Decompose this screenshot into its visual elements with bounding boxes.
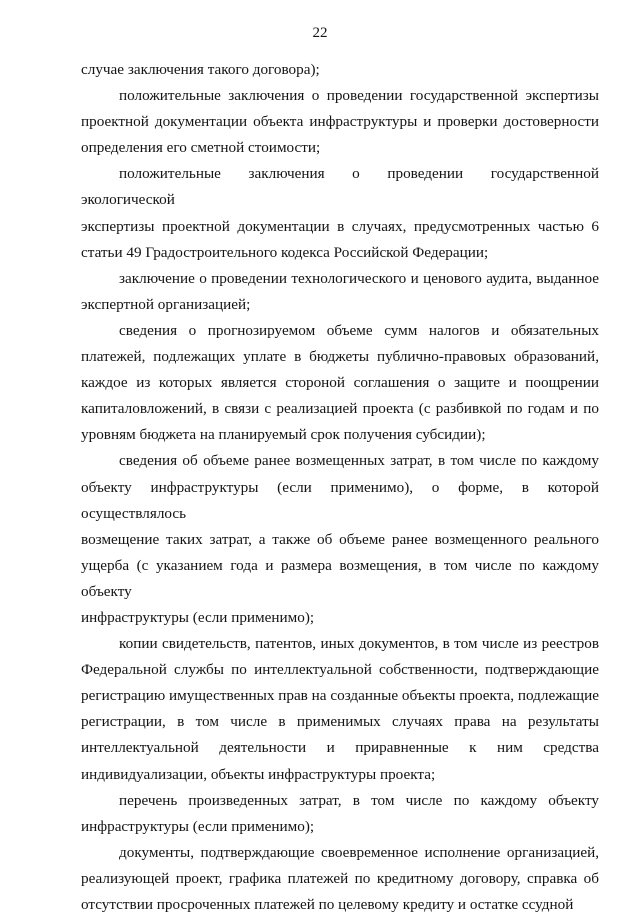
text-line: копии свидетельств, патентов, иных документов, в том числе из реестров [119,635,599,653]
text-line: капиталовложений, в связи с реализацией проекта (с разбивкой по годам и по [81,400,599,418]
text-line: объекту инфраструктуры (если применимо), о форме, в которой осуществлялось [81,478,599,522]
text-line: инфраструктуры (если применимо); [81,608,315,626]
text-line: интеллектуальной деятельности и приравненные к ним средства [81,739,599,757]
text-line: каждое из которых является стороной соглашения о защите и поощрении [81,374,599,392]
text-line: случае заключения такого договора); [81,61,320,78]
text-line: инфраструктуры (если применимо); [81,817,315,835]
text-line: положительные заключения о проведении государственной экологической [81,165,599,209]
paragraph [81,83,599,161]
text-line: регистрацию имущественных прав на созданные объекты проекта, подлежащие [81,687,599,705]
text-line: экспертизы проектной документации в случаях, предусмотренных частью 6 [81,217,599,235]
text-line: перечень произведенных затрат, в том числе по каждому объекту [119,791,599,809]
text-line: положительные заключения о проведении государственной экспертизы [119,87,599,105]
text-line: определения его сметной стоимости; [81,139,321,157]
paragraph [81,788,599,840]
text-line: ущерба (с указанием года и размера возмещения, в том числе по каждому объекту [81,556,599,600]
text-line: экспертной организацией; [81,295,251,313]
document-body [81,57,599,918]
paragraph [81,161,599,265]
text-line: Федеральной службы по интеллектуальной собственности, подтверждающие [81,661,599,679]
paragraph [81,631,599,788]
page-number: 22 [312,25,328,41]
text-line: индивидуализации, объекты инфраструктуры проекта; [81,765,436,783]
text-line: отсутствии просроченных платежей по целевому кредиту и остатке ссудной [81,896,574,913]
paragraph [81,57,599,83]
text-line: сведения о прогнозируемом объеме сумм налогов и обязательных [119,321,599,339]
text-line: сведения об объеме ранее возмещенных затрат, в том числе по каждому [119,452,599,470]
text-line: реализующей проект, графика платежей по кредитному договору, справка об [81,869,599,887]
paragraph [81,266,599,318]
text-line: регистрации, в том числе в применимых случаях права на результаты [81,713,599,731]
text-line: уровням бюджета на планируемый срок получения субсидии); [81,426,486,444]
paragraph [81,840,599,918]
paragraph [81,448,599,631]
text-line: возмещение таких затрат, а также об объеме ранее возмещенного реального [81,530,599,548]
text-line: статьи 49 Градостроительного кодекса Российской Федерации; [81,243,489,261]
text-line: проектной документации объекта инфраструктуры и проверки достоверности [81,113,599,131]
paragraph [81,318,599,448]
text-line: платежей, подлежащих уплате в бюджеты публично-правовых образований, [81,348,599,366]
text-line: заключение о проведении технологического и ценового аудита, выданное [119,269,599,287]
text-line: документы, подтверждающие своевременное исполнение организацией, [119,843,599,861]
